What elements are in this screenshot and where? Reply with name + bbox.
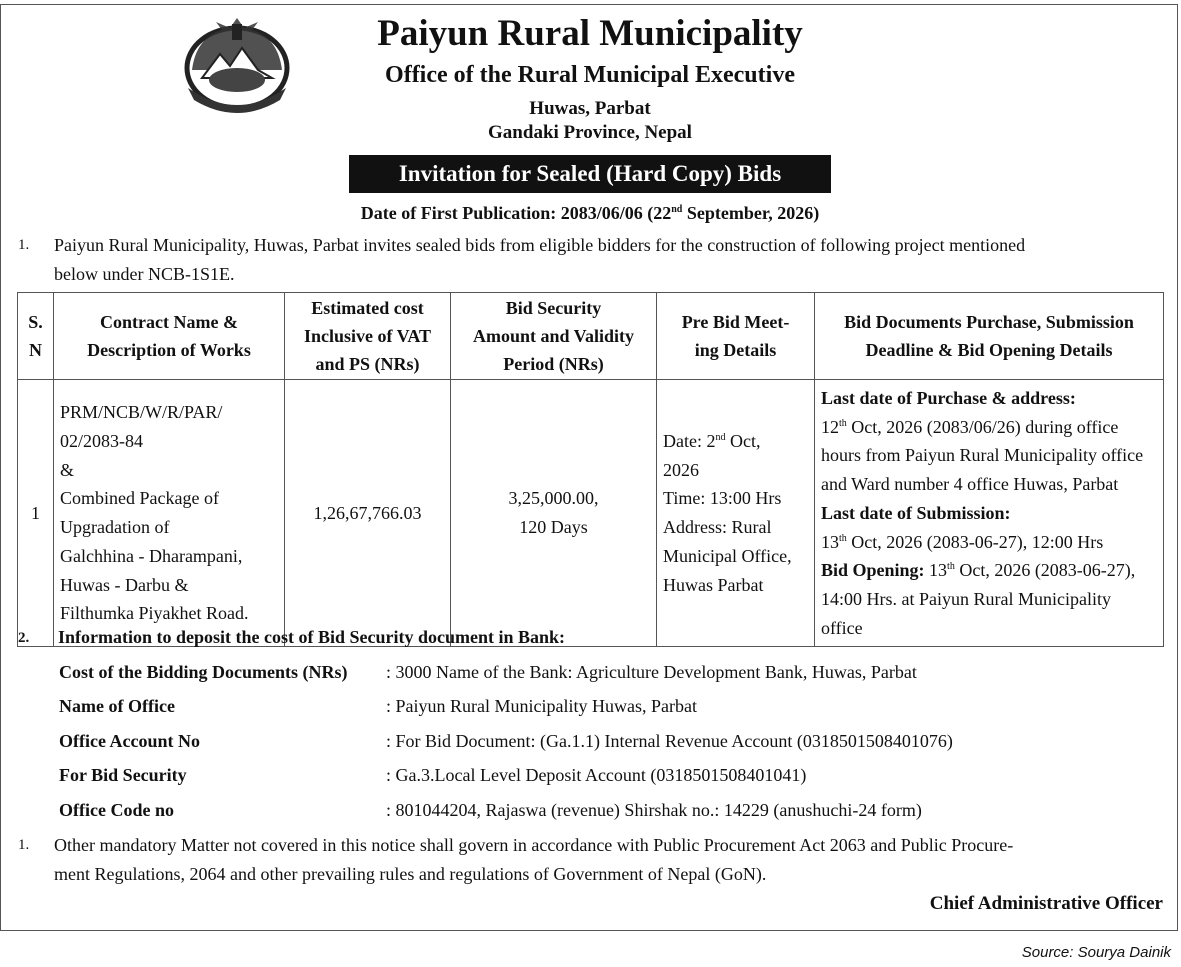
table-row: [18, 380, 1164, 647]
header-sn: S. N: [18, 293, 54, 380]
header-cost: Estimated cost Inclusive of VAT and PS (NRs): [285, 293, 451, 380]
notice-title-banner: Invitation for Sealed (Hard Copy) Bids: [349, 155, 831, 193]
publication-date: Date of First Publication: 2083/06/06 (22nd September, 2026): [360, 203, 820, 223]
bank-section-heading: Information to deposit the cost of Bid Security document in Bank:: [58, 627, 566, 647]
header-docs: Bid Documents Purchase, Submission Deadline & Bid Opening Details: [815, 293, 1164, 380]
cell-sn: 1: [18, 380, 54, 647]
other-number: 1.: [18, 837, 30, 853]
intro-text: Paiyun Rural Municipality, Huwas, Parbat invites sealed bids from eligible bidders for the construction of following project mentioned below under NCB-1S1E.: [54, 235, 1026, 284]
header-security: Bid Security Amount and Validity Period (NRs): [451, 293, 657, 380]
address-line-2: Gandaki Province, Nepal: [488, 122, 692, 143]
cell-prebid: Date: 2nd Oct, 2026 Time: 13:00 Hrs Address: Rural Municipal Office, Huwas Parbat: [657, 380, 815, 647]
office-name: Office of the Rural Municipal Executive: [385, 62, 795, 88]
bank-section-number: 2.: [18, 630, 30, 646]
address-line-1: Huwas, Parbat: [529, 98, 651, 119]
nepal-government-emblem-icon: [182, 18, 292, 114]
header-prebid: Pre Bid Meet- ing Details: [657, 293, 815, 380]
source-credit: Source: Sourya Dainik: [1021, 944, 1171, 961]
intro-number: 1.: [18, 237, 30, 253]
table-header-row: [18, 293, 1164, 380]
cell-security: 3,25,000.00, 120 Days: [451, 380, 657, 647]
org-name: Paiyun Rural Municipality: [377, 13, 803, 54]
signatory: Chief Administrative Officer: [929, 893, 1163, 914]
cell-contract: PRM/NCB/W/R/PAR/ 02/2083-84 & Combined Package of Upgradation of Galchhina - Dharampani, Huwas - Darbu & Filthumka Piyakhet Road.: [54, 380, 285, 647]
header-contract: Contract Name & Description of Works: [54, 293, 285, 380]
other-text: Other mandatory Matter not covered in this notice shall govern in accordance with Public Procurement Act 2063 and Public Procure- ment Regulations, 2064 and other prevailing rules and regulations of Government of Nepal (GoN).: [54, 835, 1014, 884]
cell-cost: 1,26,67,766.03: [285, 380, 451, 647]
cell-docs: Last date of Purchase & address: 12th Oct, 2026 (2083/06/26) during office hours from Paiyun Rural Municipality office and Ward number 4 office Huwas, Parbat Last date of Submission: 13th Oct, 2026 (2083-06-27), 12:00 Hrs Bid Opening: 13th Oct, 2026 (2083-06-27), 14:00 Hrs. at Paiyun Rural Municipality office: [815, 380, 1164, 647]
bid-table: [17, 292, 1164, 647]
